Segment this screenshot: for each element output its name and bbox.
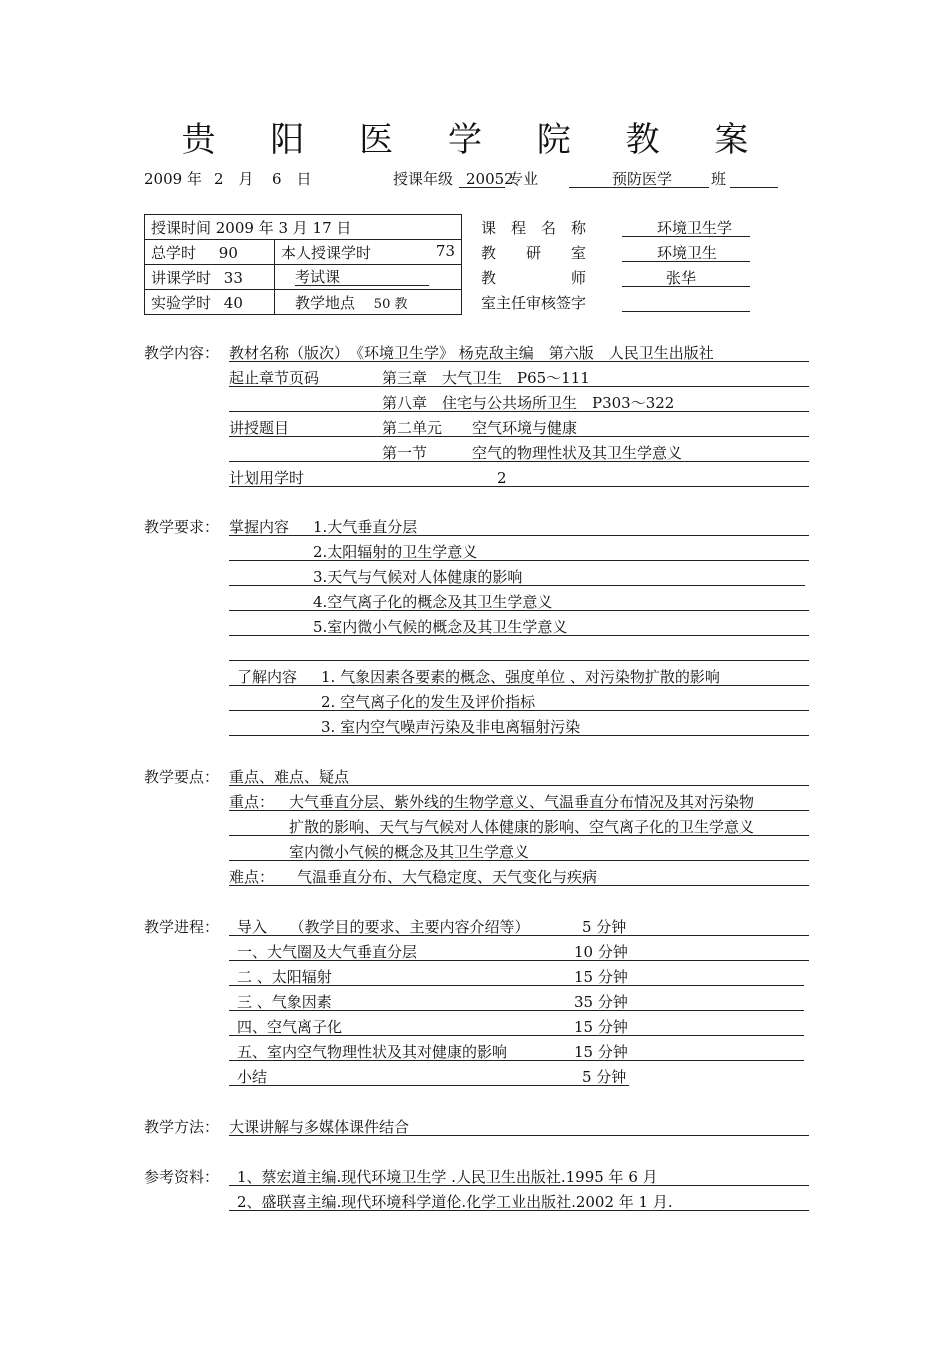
method-value: 大课讲解与多媒体课件结合 [229, 1118, 410, 1136]
process-item-time: 15 分钟 [574, 968, 628, 986]
lecture-hours-label: 讲课学时 [151, 268, 212, 287]
key-line: 室内微小气候的概念及其卫生学意义 [289, 843, 530, 861]
key-underline-2 [229, 810, 809, 811]
department-value: 环境卫生 [657, 244, 718, 262]
reference-item: 1、蔡宏道主编.现代环境卫生学 .人民卫生出版社.1995 年 6 月 [237, 1168, 658, 1186]
total-hours-value: 90 [218, 243, 238, 262]
chapter-line-2: 第八章 住宅与公共场所卫生 P303～322 [382, 394, 675, 412]
content-underline-1 [229, 361, 809, 362]
req-underline-1 [229, 535, 809, 536]
content-underline-6 [229, 486, 809, 487]
teacher-value: 张华 [666, 269, 697, 287]
process-item-name: 导入 （教学目的要求、主要内容介绍等） [237, 918, 530, 936]
my-hours-label: 本人授课学时 [281, 243, 372, 262]
teaching-time: 授课时间 2009 年 3 月 17 日 [145, 215, 462, 240]
lab-hours-value: 40 [223, 293, 243, 312]
req-underline-blank [229, 660, 809, 661]
understand-item: 2. 空气离子化的发生及评价指标 [321, 693, 536, 711]
reference-underline [229, 1185, 809, 1186]
process-underline [229, 1085, 629, 1086]
department-underline [622, 261, 750, 262]
key-points-label: 教学要点： [144, 768, 220, 786]
lab-hours-cell [145, 290, 275, 315]
chapter-label: 起止章节页码 [229, 369, 320, 387]
master-item: 5.室内微小气候的概念及其卫生学意义 [313, 618, 568, 636]
req-underline-5 [229, 635, 809, 636]
key-underline-3 [229, 835, 809, 836]
process-item-name: 四、空气离子化 [237, 1018, 343, 1036]
course-name-value: 环境卫生学 [657, 219, 733, 237]
process-item-name: 五、室内空气物理性状及其对健康的影响 [237, 1043, 508, 1061]
topic-line-1: 第二单元 空气环境与健康 [382, 419, 578, 437]
class-underline [730, 187, 778, 188]
understand-label: 了解内容 [237, 668, 298, 686]
process-underline [229, 1060, 804, 1061]
teaching-content-label: 教学内容： [144, 344, 220, 362]
method-underline [229, 1135, 809, 1136]
date-month: 2 月 [214, 170, 254, 188]
key-underline-4 [229, 860, 809, 861]
exam-type: 考试课 [295, 269, 429, 286]
process-item-time: 10 分钟 [574, 943, 628, 961]
topic-label: 讲授题目 [229, 419, 290, 437]
lecture-hours-value: 33 [223, 268, 243, 287]
exam-type-cell [275, 265, 462, 290]
textbook-line: 教材名称（版次） 《环境卫生学》 杨克敌主编 第六版 人民卫生出版社 [229, 344, 714, 362]
key-line: 大气垂直分层、紫外线的生物学意义、气温垂直分布情况及其对污染物 [289, 793, 755, 811]
process-underline [229, 1035, 804, 1036]
content-underline-5 [229, 461, 809, 462]
process-item-name: 一、大气圈及大气垂直分层 [237, 943, 418, 961]
info-table [144, 214, 462, 315]
teacher-label: 教 师 [481, 269, 587, 287]
grade-label: 授课年级 [393, 170, 454, 188]
signature-underline [622, 311, 750, 312]
req-underline-4 [229, 610, 809, 611]
understand-item: 3. 室内空气噪声污染及非电离辐射污染 [321, 718, 581, 736]
content-underline-3 [229, 411, 809, 412]
key-label: 重点： [229, 793, 275, 811]
grade-underline [459, 187, 505, 188]
lab-hours-label: 实验学时 [151, 293, 212, 312]
major-underline [569, 187, 709, 188]
process-underline [229, 985, 804, 986]
my-hours-value: 73 [435, 241, 455, 260]
master-item: 1.大气垂直分层 [313, 518, 418, 536]
reference-item: 2、盛联喜主编.现代环境科学道伦.化学工业出版社.2002 年 1 月. [237, 1193, 673, 1211]
my-hours-cell [275, 240, 462, 265]
master-label: 掌握内容 [229, 518, 290, 536]
course-name-underline [622, 236, 750, 237]
teacher-underline [622, 286, 750, 287]
difficult-text: 气温垂直分布、大气稳定度、天气变化与疾病 [297, 868, 598, 886]
req-underline-6 [229, 685, 809, 686]
planned-hours-label: 计划用学时 [229, 469, 305, 487]
process-item-time: 15 分钟 [574, 1018, 628, 1036]
req-underline-3 [229, 585, 805, 586]
chapter-line-1: 第三章 大气卫生 P65～111 [382, 369, 590, 387]
lecture-hours-cell [145, 265, 275, 290]
department-label: 教 研 室 [481, 244, 587, 262]
master-item: 3.天气与气候对人体健康的影响 [313, 568, 523, 586]
master-item: 2.太阳辐射的卫生学意义 [313, 543, 478, 561]
location-value: 50 教 [373, 296, 408, 312]
process-item-time: 5 分钟 [582, 1068, 627, 1086]
difficult-label: 难点： [229, 868, 275, 886]
req-underline-2 [229, 560, 809, 561]
major-label: 专业 [508, 170, 539, 188]
understand-item: 1. 气象因素各要素的概念、强度单位 、对污染物扩散的影响 [321, 668, 720, 686]
class-label: 班 [711, 170, 727, 188]
reference-underline [229, 1210, 809, 1211]
method-label: 教学方法： [144, 1118, 220, 1136]
total-hours-label: 总学时 [151, 243, 197, 262]
topic-line-2: 第一节 空气的物理性状及其卫生学意义 [382, 444, 683, 462]
key-underline-1 [229, 785, 809, 786]
content-underline-2 [229, 386, 809, 387]
date-year: 2009 年 [144, 170, 202, 188]
references-label: 参考资料： [144, 1168, 220, 1186]
requirements-label: 教学要求： [144, 518, 220, 536]
process-underline [229, 1010, 804, 1011]
location-cell [275, 290, 462, 315]
planned-hours-value: 2 [497, 469, 507, 487]
req-underline-8 [229, 735, 809, 736]
process-item-name: 三 、气象因素 [237, 993, 332, 1011]
process-item-name: 小结 [237, 1068, 268, 1086]
grade-value: 20052 [466, 170, 514, 188]
req-underline-7 [229, 710, 809, 711]
signature-label: 室主任审核签字 [481, 294, 587, 312]
location-label: 教学地点 [295, 293, 356, 312]
process-item-name: 二 、太阳辐射 [237, 968, 332, 986]
process-item-time: 5 分钟 [582, 918, 627, 936]
content-underline-4 [229, 436, 809, 437]
course-name-label: 课 程 名 称 [481, 219, 587, 237]
process-label: 教学进程： [144, 918, 220, 936]
major-value: 预防医学 [612, 170, 673, 188]
key-points-heading: 重点、难点、疑点 [229, 768, 350, 786]
process-underline [229, 935, 809, 936]
master-item: 4.空气离子化的概念及其卫生学意义 [313, 593, 553, 611]
process-underline [229, 960, 809, 961]
total-hours-cell [145, 240, 275, 265]
date-day: 6 日 [272, 170, 312, 188]
process-item-time: 35 分钟 [574, 993, 628, 1011]
document-title: 贵 阳 医 学 院 教 案 [181, 120, 771, 160]
process-item-time: 15 分钟 [574, 1043, 628, 1061]
key-underline-5 [229, 885, 809, 886]
key-line: 扩散的影响、天气与气候对人体健康的影响、空气离子化的卫生学意义 [289, 818, 755, 836]
